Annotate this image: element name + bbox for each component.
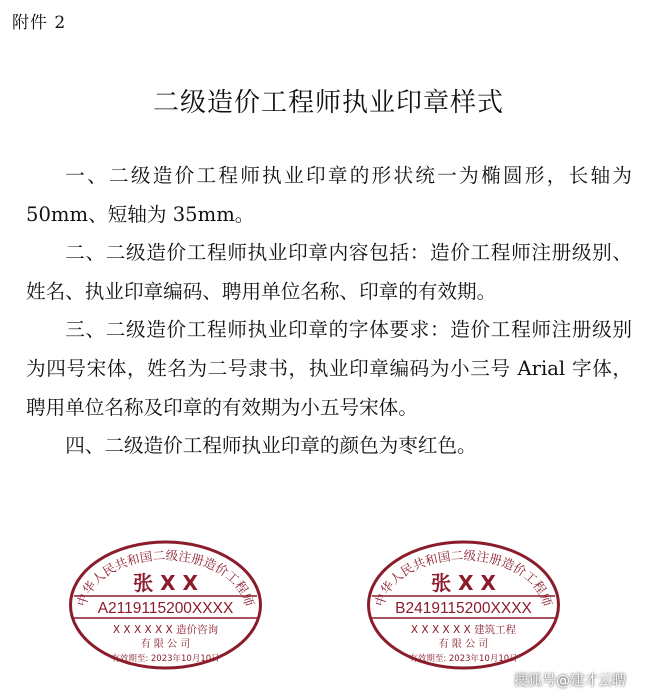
seal-a-company-line1: X X X X X X 造价咨询 — [112, 624, 219, 636]
seal-b-code: B2419115200XXXX — [395, 600, 532, 617]
seal-sample-b — [366, 540, 561, 670]
seal-b-graphic — [366, 540, 561, 670]
paragraph-color: 四、二级造价工程师执业印章的颜色为枣红色。 — [65, 434, 477, 458]
seal-b-name: 张 X X — [431, 571, 496, 595]
seal-a-company-line2: 有 限 公 司 — [140, 639, 191, 650]
attachment-label: 附件 2 — [12, 13, 67, 33]
seal-a-name: 张 X X — [133, 571, 198, 595]
seal-a-graphic — [68, 540, 263, 670]
paragraph-font: 三、二级造价工程师执业印章的字体要求：造价工程师注册级别为四号宋体，姓名为二号隶书，执业印章编码为小三号 Arial 字体，聘用单位名称及印章的有效期为小五号宋体。 — [26, 318, 632, 419]
seal-a-arc-text: 中华人民共和国二级注册造价工程师 — [73, 547, 258, 609]
seal-a-code: A2119115200XXXX — [97, 600, 234, 617]
seal-a-validity: 有效期至: 2023年10月10日 — [111, 654, 220, 664]
seal-b-company-line2: 有 限 公 司 — [438, 639, 489, 650]
paragraph-shape: 一、二级造价工程师执业印章的形状统一为椭圆形，长轴为 50mm、短轴为 35mm。 — [26, 164, 632, 226]
seal-sample-a — [68, 540, 263, 670]
seal-b-company-line1: X X X X X X 建筑工程 — [410, 624, 517, 636]
watermark: 搜狐号@建才云聘 — [514, 673, 626, 689]
paragraph-content: 二、二级造价工程师执业印章内容包括：造价工程师注册级别、姓名、执业印章编码、聘用单位名称、印章的有效期。 — [26, 241, 632, 303]
document-body — [26, 157, 632, 466]
seal-b-arc-text: 中华人民共和国二级注册造价工程师 — [371, 547, 556, 609]
seal-b-validity: 有效期至: 2023年10月10日 — [409, 654, 518, 664]
page-title: 二级造价工程师执业印章样式 — [152, 88, 504, 118]
